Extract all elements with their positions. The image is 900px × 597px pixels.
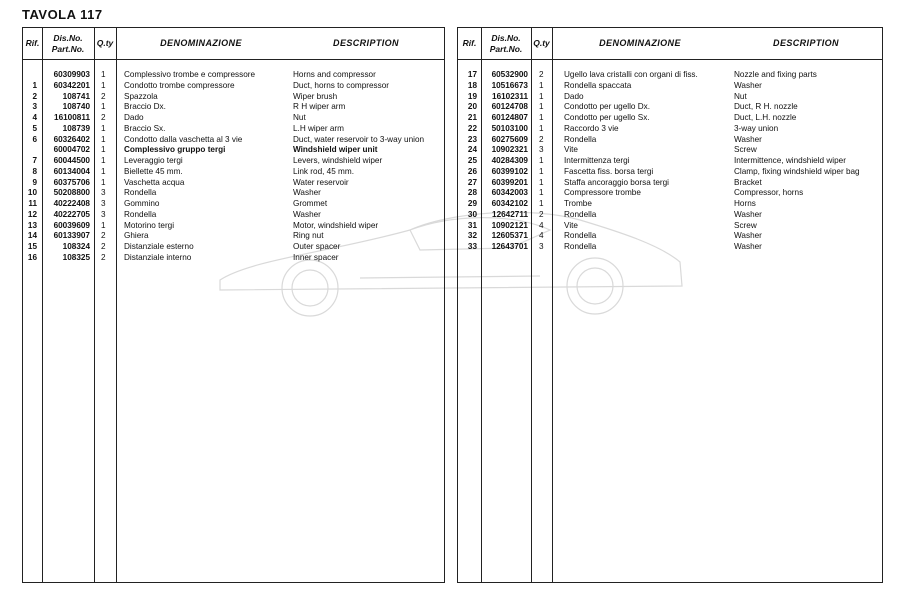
- cell-part: 60532900: [491, 70, 528, 79]
- cell-rif: 13: [27, 220, 37, 230]
- cell-qty: 1: [101, 220, 106, 230]
- cell-qty: 1: [539, 91, 544, 101]
- cell-qty: 1: [101, 134, 106, 144]
- cell-desc: Water reservoir: [293, 177, 349, 187]
- cell-den: Compressore trombe: [564, 188, 641, 198]
- table-row: [23, 221, 444, 231]
- cell-desc: Duct, water reservoir to 3-way union: [293, 134, 425, 144]
- table-row: [458, 156, 882, 166]
- header-rif: Rif.: [462, 38, 477, 48]
- table-row: [458, 135, 882, 145]
- cell-part: 12642711: [492, 209, 528, 219]
- cell-rif: 28: [467, 188, 477, 198]
- table-row: [458, 102, 882, 112]
- header-description: DESCRIPTION: [773, 38, 839, 48]
- cell-part: 60124807: [491, 113, 528, 122]
- cell-den: Distanziale esterno: [124, 242, 194, 251]
- cell-desc: Windshield wiper unit: [293, 145, 378, 155]
- table-row: [23, 145, 444, 155]
- cell-qty: 1: [539, 188, 544, 198]
- cell-part: 50103100: [491, 123, 528, 133]
- table-row: [23, 253, 444, 263]
- header-qty: Q.ty: [96, 38, 114, 48]
- cell-rif: 31: [467, 220, 477, 230]
- cell-rif: 21: [467, 113, 477, 122]
- table-row: [458, 167, 882, 177]
- table-row: [23, 92, 444, 102]
- cell-rif: 19: [467, 91, 477, 101]
- cell-desc: Link rod, 45 mm.: [293, 166, 354, 176]
- table-row: [23, 70, 444, 80]
- cell-rif: 26: [467, 166, 477, 176]
- header-description: DESCRIPTION: [333, 38, 399, 48]
- cell-den: Raccordo 3 vie: [564, 123, 619, 133]
- table-row: [458, 188, 882, 198]
- cell-desc: Ring nut: [293, 231, 324, 241]
- header-part-no: [42, 28, 94, 59]
- cell-desc: Bracket: [734, 177, 762, 187]
- table-row: [458, 70, 882, 80]
- cell-rif: 20: [467, 102, 477, 112]
- cell-part: 10902121: [491, 220, 528, 230]
- cell-den: Biellette 45 mm.: [124, 166, 183, 176]
- cell-rif: 10: [27, 188, 37, 198]
- header-part-line2: Part.No.: [489, 43, 523, 54]
- cell-qty: 1: [101, 166, 106, 176]
- cell-den: Rondella: [124, 188, 157, 198]
- header-part-line1: Dis.No.: [491, 32, 521, 43]
- table-row: [23, 199, 444, 209]
- table-row: [458, 178, 882, 188]
- cell-qty: 1: [101, 102, 106, 112]
- cell-desc: Washer: [734, 209, 762, 219]
- cell-rif: 9: [32, 177, 37, 187]
- cell-den: Dado: [564, 91, 584, 101]
- cell-desc: Duct, horns to compressor: [293, 80, 390, 90]
- cell-desc: Washer: [293, 188, 321, 198]
- cell-rif: 4: [32, 113, 37, 122]
- cell-rif: 15: [27, 242, 37, 251]
- cell-desc: 3-way union: [734, 123, 779, 133]
- cell-qty: 1: [539, 177, 544, 187]
- cell-den: Leveraggio tergi: [124, 156, 183, 165]
- cell-qty: 1: [101, 123, 106, 133]
- cell-qty: 4: [539, 231, 544, 241]
- cell-qty: 1: [101, 177, 106, 187]
- cell-desc: Washer: [734, 80, 762, 90]
- cell-den: Condotto dalla vaschetta al 3 vie: [124, 134, 243, 144]
- cell-part: 108325: [62, 252, 90, 262]
- header-denominazione: DENOMINAZIONE: [599, 38, 681, 48]
- cell-den: Vite: [564, 220, 578, 230]
- cell-den: Complessivo gruppo tergi: [124, 145, 226, 155]
- cell-part: 50208800: [53, 188, 90, 198]
- cell-den: Vite: [564, 145, 578, 155]
- cell-qty: 2: [101, 252, 106, 262]
- cell-den: Ugello lava cristalli con organi di fiss.: [564, 70, 698, 79]
- cell-den: Rondella: [564, 242, 597, 251]
- cell-desc: Wiper brush: [293, 91, 338, 101]
- cell-part: 60124708: [491, 102, 528, 112]
- cell-den: Rondella: [564, 209, 597, 219]
- cell-part: 60375706: [53, 177, 90, 187]
- cell-desc: Intermittence, windshield wiper: [734, 156, 846, 165]
- cell-qty: 3: [101, 199, 106, 208]
- table-row: [458, 81, 882, 91]
- cell-desc: Nut: [293, 113, 306, 122]
- cell-part: 108324: [62, 242, 90, 251]
- cell-rif: 17: [467, 70, 477, 79]
- cell-desc: Screw: [734, 145, 757, 155]
- table-row: [23, 156, 444, 166]
- cell-desc: Duct, R H. nozzle: [734, 102, 798, 112]
- cell-part: 60039609: [53, 220, 90, 230]
- cell-den: Vaschetta acqua: [124, 177, 185, 187]
- cell-desc: Duct, L.H. nozzle: [734, 113, 797, 122]
- cell-part: 60342003: [491, 188, 528, 198]
- table-row: [458, 92, 882, 102]
- cell-rif: 22: [467, 123, 477, 133]
- cell-den: Dado: [124, 113, 144, 122]
- table-row: [23, 102, 444, 112]
- cell-part: 60275609: [491, 134, 528, 144]
- cell-desc: Compressor, horns: [734, 188, 804, 198]
- cell-part: 60342201: [53, 80, 90, 90]
- table-row: [458, 145, 882, 155]
- header-rif: Rif.: [25, 38, 40, 48]
- cell-qty: 4: [539, 220, 544, 230]
- table-row: [458, 199, 882, 209]
- cell-den: Rondella spaccata: [564, 80, 632, 90]
- cell-desc: Horns and compressor: [293, 70, 376, 79]
- table-row: [458, 113, 882, 123]
- cell-qty: 2: [539, 70, 544, 79]
- cell-part: 60399102: [491, 166, 528, 176]
- cell-rif: 30: [467, 209, 477, 219]
- cell-desc: Nozzle and fixing parts: [734, 70, 817, 79]
- cell-rif: 6: [32, 134, 37, 144]
- cell-desc: Nut: [734, 91, 747, 101]
- cell-qty: 2: [101, 231, 106, 241]
- cell-den: Rondella: [564, 231, 597, 241]
- cell-den: Condotto trombe compressore: [124, 80, 235, 90]
- header-qty: Q.ty: [533, 38, 550, 48]
- cell-den: Rondella: [564, 134, 597, 144]
- cell-part: 60004702: [53, 145, 90, 155]
- table-row: [458, 124, 882, 134]
- cell-qty: 3: [539, 145, 544, 155]
- cell-desc: Washer: [734, 134, 762, 144]
- cell-rif: 18: [467, 80, 477, 90]
- cell-desc: R H wiper arm: [293, 102, 346, 112]
- cell-den: Intermittenza tergi: [564, 156, 630, 165]
- cell-desc: Outer spacer: [293, 242, 341, 251]
- cell-qty: 1: [539, 80, 544, 90]
- cell-rif: 32: [467, 231, 477, 241]
- cell-desc: Grommet: [293, 199, 328, 208]
- table-row: [458, 231, 882, 241]
- cell-rif: 2: [32, 91, 37, 101]
- table-row: [23, 113, 444, 123]
- cell-den: Motorino tergi: [124, 220, 175, 230]
- parts-table-right: [457, 27, 883, 583]
- table-row: [23, 135, 444, 145]
- cell-den: Condotto per ugello Sx.: [564, 113, 650, 122]
- cell-desc: Levers, windshield wiper: [293, 156, 383, 165]
- cell-desc: Inner spacer: [293, 252, 339, 262]
- cell-part: 10902321: [491, 145, 528, 155]
- cell-part: 60044500: [53, 156, 90, 165]
- header-denominazione: DENOMINAZIONE: [160, 38, 242, 48]
- cell-rif: 11: [28, 199, 37, 208]
- cell-rif: 23: [467, 134, 477, 144]
- cell-rif: 24: [467, 145, 477, 155]
- cell-qty: 2: [101, 242, 106, 251]
- cell-rif: 12: [27, 209, 37, 219]
- cell-rif: 25: [467, 156, 477, 165]
- page-title: TAVOLA 117: [22, 7, 103, 22]
- header-part-line1: Dis.No.: [53, 32, 83, 43]
- cell-qty: 2: [539, 134, 544, 144]
- cell-qty: 1: [101, 80, 106, 90]
- cell-den: Distanziale interno: [124, 252, 192, 262]
- table-row: [23, 124, 444, 134]
- cell-qty: 1: [539, 199, 544, 208]
- cell-qty: 2: [539, 209, 544, 219]
- cell-part: 16102311: [492, 91, 528, 101]
- cell-part: 16100811: [54, 113, 90, 122]
- cell-den: Rondella: [124, 209, 157, 219]
- cell-rif: 8: [32, 166, 37, 176]
- cell-qty: 1: [101, 145, 106, 155]
- cell-desc: Motor, windshield wiper: [293, 220, 379, 230]
- cell-desc: Horns: [734, 199, 756, 208]
- cell-part: 108740: [62, 102, 90, 112]
- cell-den: Braccio Dx.: [124, 102, 166, 112]
- cell-qty: 1: [539, 113, 544, 122]
- cell-qty: 1: [539, 156, 544, 165]
- table-row: [23, 178, 444, 188]
- cell-part: 108739: [62, 123, 90, 133]
- table-row: [23, 242, 444, 252]
- cell-den: Trombe: [564, 199, 592, 208]
- cell-part: 10516673: [491, 80, 528, 90]
- cell-qty: 2: [101, 113, 106, 122]
- parts-table-left: [22, 27, 445, 583]
- cell-rif: 5: [32, 123, 37, 133]
- table-row: [458, 221, 882, 231]
- cell-part: 40222705: [53, 209, 90, 219]
- cell-den: Condotto per ugello Dx.: [564, 102, 651, 112]
- cell-qty: 3: [101, 209, 106, 219]
- cell-qty: 3: [101, 188, 106, 198]
- cell-rif: 3: [32, 102, 37, 112]
- cell-rif: 27: [467, 177, 477, 187]
- cell-den: Complessivo trombe e compressore: [124, 70, 256, 79]
- header-part-no: [481, 28, 531, 59]
- cell-rif: 1: [32, 80, 37, 90]
- cell-den: Braccio Sx.: [124, 123, 166, 133]
- table-row: [458, 242, 882, 252]
- cell-desc: Washer: [734, 231, 762, 241]
- cell-qty: 1: [101, 156, 106, 165]
- cell-qty: 1: [539, 123, 544, 133]
- cell-part: 60133907: [53, 231, 90, 241]
- cell-part: 12605371: [491, 231, 528, 241]
- cell-part: 40222408: [53, 199, 90, 208]
- table-row: [23, 188, 444, 198]
- table-row: [23, 231, 444, 241]
- table-row: [23, 210, 444, 220]
- cell-den: Staffa ancoraggio borsa tergi: [564, 177, 669, 187]
- cell-rif: 14: [27, 231, 37, 241]
- cell-desc: Washer: [734, 242, 762, 251]
- cell-den: Gommino: [124, 199, 160, 208]
- cell-qty: 2: [101, 91, 106, 101]
- cell-part: 40284309: [491, 156, 528, 165]
- cell-den: Fascetta fiss. borsa tergi: [564, 166, 654, 176]
- cell-part: 60342102: [491, 199, 528, 208]
- cell-rif: 29: [467, 199, 477, 208]
- cell-part: 60309903: [53, 70, 90, 79]
- cell-qty: 1: [539, 166, 544, 176]
- cell-rif: 7: [32, 156, 37, 165]
- cell-desc: Washer: [293, 209, 321, 219]
- cell-rif: 16: [27, 252, 37, 262]
- cell-qty: 1: [101, 70, 106, 79]
- cell-den: Spazzola: [124, 91, 158, 101]
- cell-part: 108741: [62, 91, 90, 101]
- cell-desc: Screw: [734, 220, 757, 230]
- cell-desc: Clamp, fixing windshield wiper bag: [734, 166, 860, 176]
- cell-part: 60399201: [491, 177, 528, 187]
- table-row: [23, 167, 444, 177]
- cell-part: 60134004: [53, 166, 90, 176]
- cell-qty: 3: [539, 242, 544, 251]
- cell-rif: 33: [467, 242, 477, 251]
- table-row: [23, 81, 444, 91]
- table-row: [458, 210, 882, 220]
- cell-part: 60326402: [53, 134, 90, 144]
- cell-qty: 1: [539, 102, 544, 112]
- header-part-line2: Part.No.: [51, 43, 85, 54]
- cell-desc: L.H wiper arm: [293, 123, 344, 133]
- cell-den: Ghiera: [124, 231, 149, 241]
- cell-part: 12643701: [491, 242, 528, 251]
